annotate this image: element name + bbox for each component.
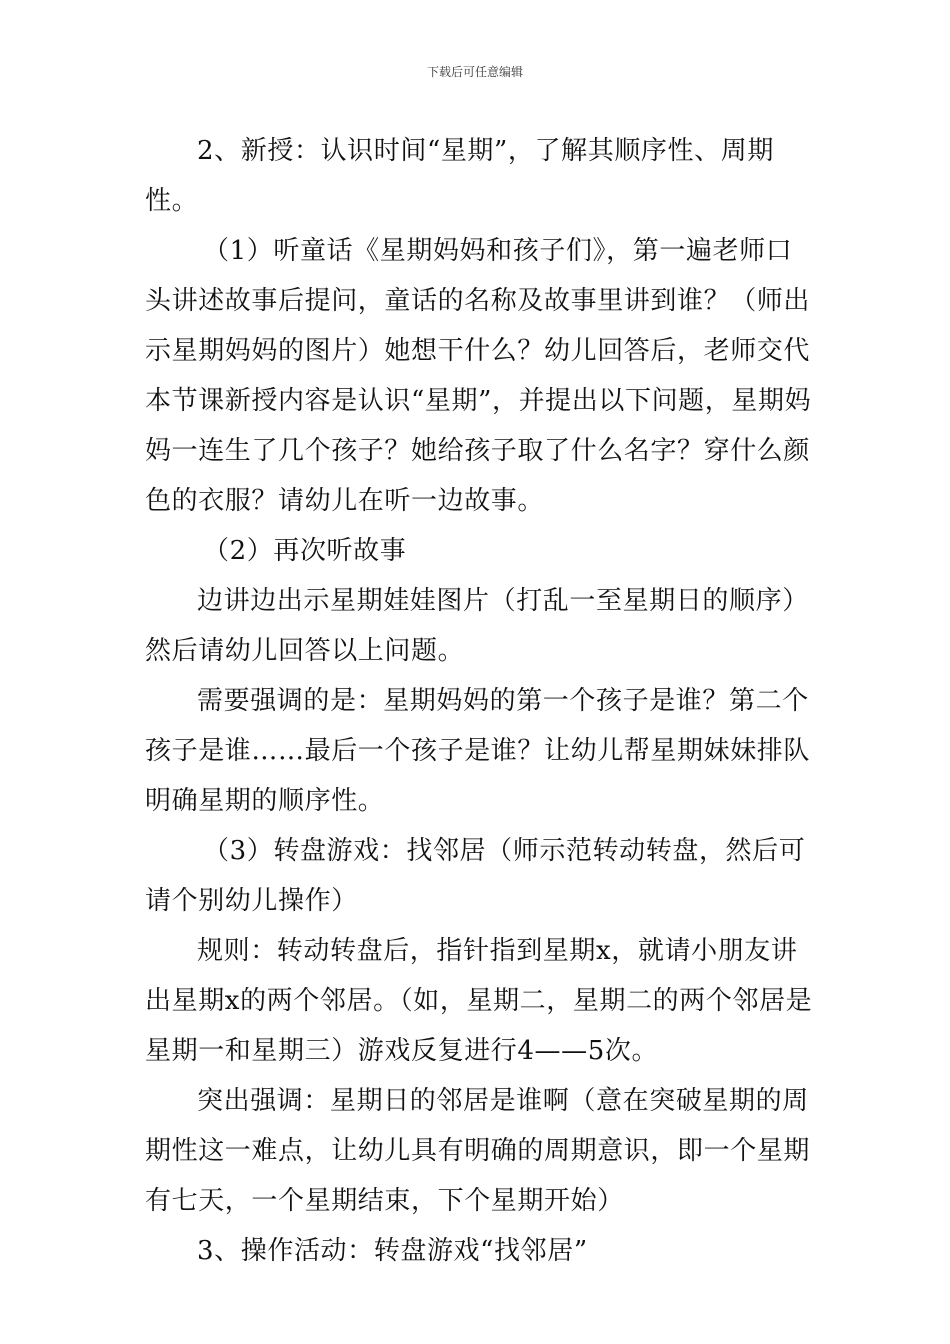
paragraph-operation-activity: 3、操作活动：转盘游戏“找邻居”	[197, 1236, 588, 1266]
page-header: 下载后可任意编辑	[426, 65, 523, 79]
paragraph-spinner-game: （3）转盘游戏：找邻居（师示范转动转盘，然后可请个别幼儿操作）	[145, 836, 806, 916]
document-body	[145, 126, 815, 1276]
paragraph-game-rules: 规则：转动转盘后，指针指到星期x，就请小朋友讲出星期x的两个邻居。（如，星期二，星期二的两个邻居是星期一和星期三）游戏反复进行4——5次。	[145, 936, 813, 1066]
paragraph-new-lesson-heading: 2、新授：认识时间“星期”，了解其顺序性、周期性。	[145, 136, 774, 216]
paragraph-show-pictures: 边讲边出示星期娃娃图片（打乱一至星期日的顺序）然后请幼儿回答以上问题。	[145, 586, 809, 666]
paragraph-emphasis-cycle: 突出强调：星期日的邻居是谁啊（意在突破星期的周期性这一难点，让幼儿具有明确的周期意识，即一个星期有七天，一个星期结束，下个星期开始）	[145, 1086, 811, 1216]
paragraph-emphasis-order: 需要强调的是：星期妈妈的第一个孩子是谁？第二个孩子是谁……最后一个孩子是谁？让幼儿帮星期妹妹排队明确星期的顺序性。	[145, 686, 811, 816]
paragraph-story-second-listen: （2）再次听故事	[203, 536, 407, 566]
paragraph-story-first-listen: （1）听童话《星期妈妈和孩子们》，第一遍老师口头讲述故事后提问，童话的名称及故事里讲到谁？（师出示星期妈妈的图片）她想干什么？幼儿回答后，老师交代本节课新授内容是认识“星期”，并提出以下问题，星期妈妈一连生了几个孩子？她给孩子取了什么名字？穿什么颜色的衣服？请幼儿在听一边故事。	[145, 236, 812, 516]
